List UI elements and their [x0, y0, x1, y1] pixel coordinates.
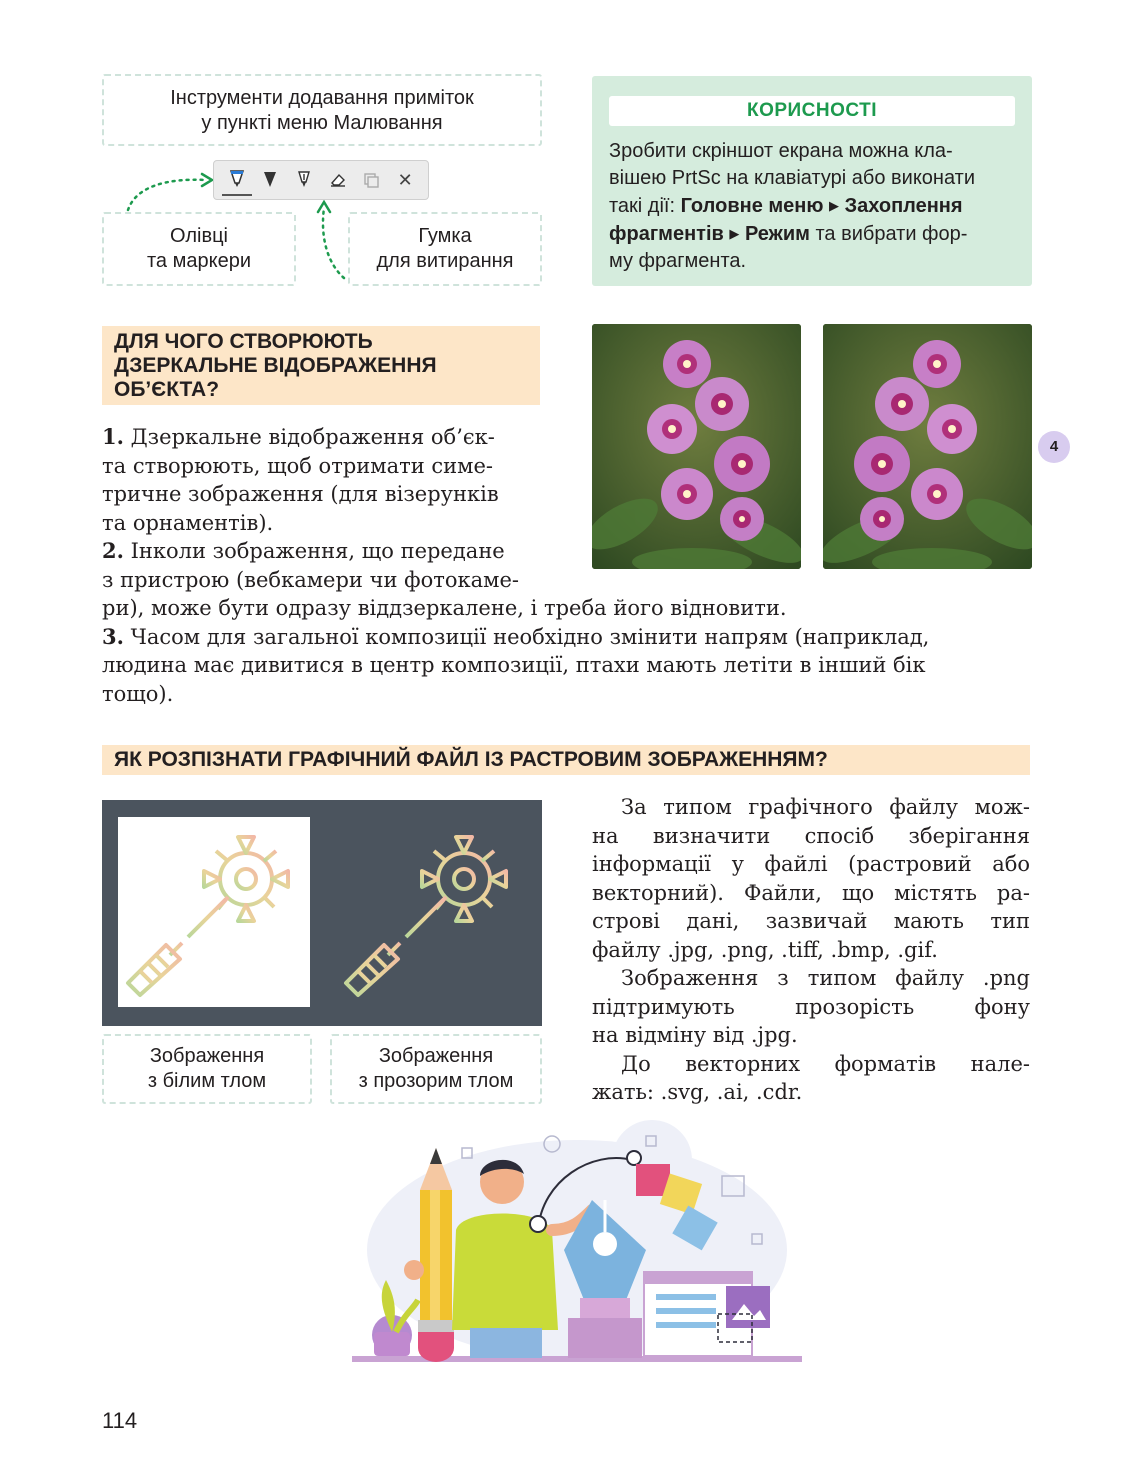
mirror-paragraphs [102, 423, 1032, 708]
tip-line4-suffix: та вибрати фор- [809, 223, 968, 245]
p3-line2: людина має дивитися в центр композиції, птахи мають летіти в інший бік [102, 653, 926, 677]
file-format-text [592, 793, 1030, 1107]
p2-line1 [102, 537, 1032, 566]
draw-toolbar [213, 160, 429, 200]
tip-body [609, 138, 1019, 275]
pencils-line1: Олівці [170, 225, 228, 247]
tip-title: КОРИСНОСТІ [609, 96, 1015, 126]
caption-white-line1: Зображення [149, 1045, 265, 1067]
designer-illustration [352, 1120, 802, 1365]
pencil-icon[interactable] [222, 164, 252, 196]
tip-line3 [609, 192, 1019, 220]
close-icon[interactable]: ✕ [397, 169, 413, 190]
tip-line4 [609, 220, 1019, 248]
browser-window [644, 1272, 770, 1356]
arrow-left-icon [118, 166, 218, 216]
format-line4: векторний). Файли, що містять ра- [592, 880, 1030, 905]
format-line6: файлу .jpg, .png, .tiff, .bmp, .gif. [592, 937, 938, 962]
p3-text1: Часом для загальної композиції необхідно змінити напрям (наприклад, [123, 624, 930, 649]
p3-number: 3. [102, 623, 124, 649]
marker-icon[interactable] [255, 165, 285, 195]
caption-transparent-line2: з прозорим тлом [358, 1070, 514, 1092]
eraser-callout [348, 212, 542, 286]
section-header-raster: ЯК РОЗПІЗНАТИ ГРАФІЧНИЙ ФАЙЛ ІЗ РАСТРОВИМ ЗОБРАЖЕННЯМ? [102, 745, 1030, 775]
p2-line3: ри), може бути одразу віддзеркалене, і треба його відновити. [102, 596, 787, 620]
p1-line1 [102, 423, 1032, 452]
p1-number: 1. [102, 424, 124, 449]
caption-white-line2: з білим тлом [147, 1070, 267, 1092]
tip-line2: вішею PrtSc на клавіатурі або виконати [609, 167, 975, 189]
tip-box [592, 76, 1032, 286]
format-line2: на визначити спосіб зберігання [592, 823, 1030, 848]
tip-menu3: фрагментів [609, 223, 724, 245]
caption-white-bg [102, 1034, 312, 1104]
eraser-line2: для витирання [376, 250, 514, 272]
tip-line3-prefix: такі дії: [609, 195, 681, 217]
format-line7: Зображення з типом файлу .png [621, 966, 1030, 990]
p3-line1 [102, 623, 1032, 652]
caption-transparent-line1: Зображення [378, 1045, 494, 1067]
triangle-right-icon: ▶ [829, 198, 840, 213]
tip-line5: му фрагмента. [609, 250, 747, 272]
tools-title-line1: Інструменти додавання приміток [170, 87, 474, 109]
p2-number: 2. [102, 538, 124, 563]
tip-line1: Зробити скріншот екрана можна кла- [609, 140, 953, 162]
eraser-line1: Гумка [418, 225, 472, 247]
p1-line4: та орнаментів). [102, 510, 274, 535]
section-header-mirror [102, 326, 540, 405]
p3-line3: тощо). [102, 681, 174, 706]
format-line5: строві дані, зазвичай мають тип [592, 909, 1030, 933]
section-header-line1: ДЛЯ ЧОГО СТВОРЮЮТЬ [114, 330, 373, 353]
format-line1: За типом графічного файлу мож- [621, 795, 1030, 819]
caption-transparent-bg [330, 1034, 542, 1104]
format-line10: До векторних форматів нале- [621, 1051, 1030, 1076]
p1-line3: тричне зображення (для візерунків [102, 482, 499, 506]
tip-menu4: Режим [744, 223, 810, 245]
copy-icon[interactable] [356, 165, 386, 195]
format-line3: інформації у файлі (растровий або [592, 852, 1030, 876]
pencils-line2: та маркери [146, 250, 251, 272]
section-header-line2: ДЗЕРКАЛЬНЕ ВІДОБРАЖЕННЯ [114, 354, 437, 377]
mace-icon-transparent-bg [336, 817, 528, 1007]
p2-line2: з пристрою (вебкамери чи фотокаме- [102, 567, 519, 592]
highlighter-icon[interactable] [289, 165, 319, 195]
pencils-callout [102, 212, 296, 286]
format-line11: жать: .svg, .ai, .cdr. [592, 1080, 803, 1104]
eraser-icon[interactable] [323, 165, 353, 195]
format-line9: на відміну від .jpg. [592, 1023, 798, 1047]
tools-title-callout [102, 74, 542, 146]
format-line8: підтримують прозорість фону [592, 994, 1030, 1019]
triangle-right-icon: ▶ [729, 226, 740, 241]
p1-line2: та створюють, щоб отримати симе- [102, 453, 494, 478]
section-header-line3: ОБ’ЄКТА? [114, 378, 220, 401]
mace-icon-white-bg [118, 817, 310, 1007]
tools-title-line2: у пункті меню Малювання [201, 112, 443, 134]
chapter-tab: 4 [1038, 431, 1070, 463]
p2-text1: Інколи зображення, що передане [123, 539, 505, 563]
p1-text1: Дзеркальне відображення об’єк- [123, 425, 495, 449]
page-number: 114 [102, 1408, 138, 1433]
tip-menu2: Захоплення [844, 195, 963, 217]
tip-menu1: Головне меню [680, 195, 824, 217]
